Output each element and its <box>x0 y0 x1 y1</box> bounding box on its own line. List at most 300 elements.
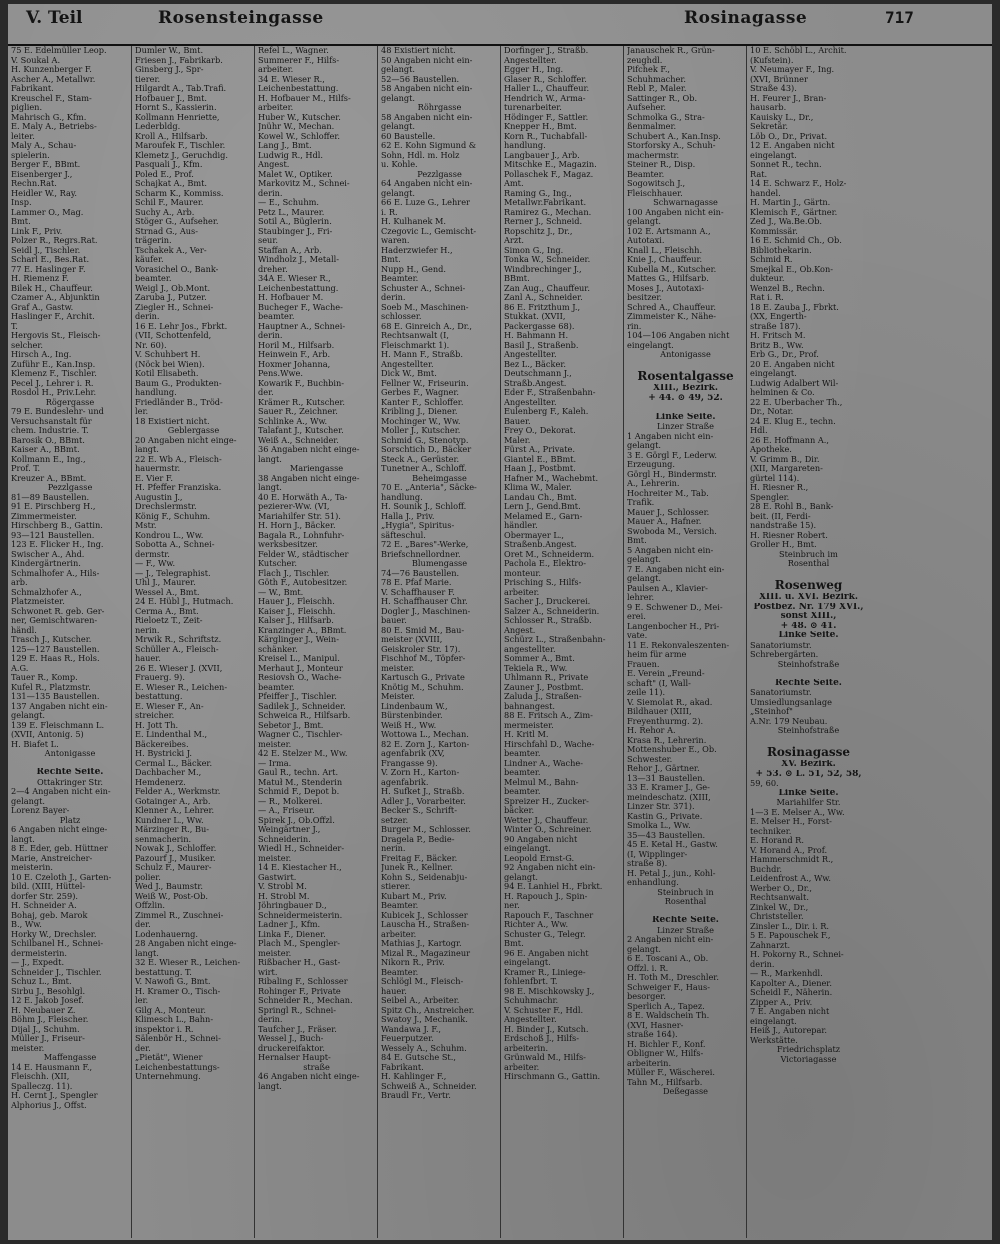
directory-line: Tauer R., Komp. <box>11 673 78 682</box>
directory-line: Rögergasse <box>45 397 95 407</box>
directory-line: 22 E. Wb A., Fleisch- <box>135 454 222 464</box>
directory-line: 20 Angaben nicht einge- <box>135 435 237 445</box>
directory-line: 8 E. Waldschein Th. <box>627 1011 710 1020</box>
directory-line: Sattinger R., Ob. <box>627 93 698 103</box>
directory-line: Rosinagasse <box>766 745 851 759</box>
directory-line: 59, 60. <box>750 779 779 788</box>
directory-line: Bmt. <box>504 939 524 948</box>
directory-line: dreher. <box>258 264 288 274</box>
directory-line: Blumengasse <box>411 559 468 568</box>
directory-line: + 53. ⊙ L. 51, 52, 58, <box>755 769 862 779</box>
directory-line: 32 E. Wieser R., Leichen- <box>135 958 241 967</box>
directory-line: Versuchsanstalt für <box>11 416 92 426</box>
directory-line: Baum G., Produkten- <box>135 378 222 388</box>
directory-line: Schüller A., Fleisch- <box>135 644 219 654</box>
directory-line: Drechslermstr. <box>135 502 197 511</box>
directory-line: Rapouch F., Taschner <box>504 910 594 920</box>
directory-line: XV. Bezirk. <box>781 760 836 769</box>
directory-line: Rechtsanwalt (I, <box>381 331 449 340</box>
directory-line: Jöhringbauer D., <box>258 901 327 910</box>
directory-line: Sacher J., Druckerei. <box>504 597 591 606</box>
directory-line: Bürstenbinder. <box>381 711 443 720</box>
directory-line: Geiskroler Str. 17). <box>381 644 461 654</box>
directory-line: beamter. <box>504 787 541 796</box>
directory-line: Hoxmer Johanna, <box>258 359 331 369</box>
directory-line: arbeiter. <box>504 587 540 597</box>
directory-line: Rechtsanwalt. <box>750 893 809 902</box>
directory-line <box>750 736 867 746</box>
directory-line: zeughdl. <box>627 55 663 65</box>
directory-line: Heidler W., Ray. <box>11 188 77 198</box>
directory-line: säfteschul. <box>381 530 426 540</box>
directory-line: händler. <box>504 521 538 530</box>
directory-line: Seibel A., Arbeiter. <box>381 996 460 1005</box>
directory-line: gelangt. <box>381 93 415 103</box>
directory-line: Kubella M., Kutscher. <box>627 264 717 274</box>
directory-line: Victoriagasse <box>780 1054 837 1064</box>
directory-line: Feuerputzer. <box>381 1034 434 1043</box>
directory-line: tierer. <box>135 74 161 84</box>
directory-line: H. Kunzenberger F. <box>11 65 92 74</box>
directory-line: Kollmann Henriette, <box>135 112 220 122</box>
directory-line: Schuz L., Bmt. <box>11 977 72 986</box>
directory-line: gelangt. <box>627 217 661 226</box>
directory-line: (XII, Margareten- <box>750 464 823 473</box>
directory-line: 14 E. Kiestacher H., <box>258 863 342 872</box>
directory-line: H. Fritsch M. <box>750 331 806 340</box>
directory-line: — Irma. <box>258 758 292 768</box>
directory-line: H. Neubauer Z. <box>11 1005 76 1015</box>
directory-line: Lodenhauerng. <box>135 929 199 939</box>
directory-line: 2—4 Angaben nicht ein- <box>11 787 111 796</box>
directory-line: Sauer R., Zeichner. <box>258 407 338 416</box>
directory-line: Hirschberg B., Gattin. <box>11 521 103 530</box>
directory-line <box>750 669 867 679</box>
directory-line: meister. <box>11 1043 45 1053</box>
directory-line: Rechte Seite. <box>36 768 104 777</box>
directory-line: 35—43 Baustellen. <box>627 830 706 840</box>
directory-line: Zanl A., Schneider. <box>504 293 583 302</box>
directory-line: Richter A., Ww. <box>504 920 569 929</box>
directory-line: Merhaut J., Monteur <box>258 663 343 673</box>
directory-line: langt. <box>258 454 282 464</box>
directory-line: Krasa R., Lehrerin. <box>627 735 707 745</box>
directory-line: Rosenthal <box>787 559 830 568</box>
directory-line: Friedländer B., Tröd- <box>135 397 223 407</box>
directory-line: A.Nr. 179 Neubau. <box>750 716 828 726</box>
directory-line: Melamed E., Garn- <box>504 511 583 521</box>
directory-line: Schweiß A., Schneider. <box>381 1081 477 1091</box>
directory-line: Kärglinger J., Wein- <box>258 635 339 644</box>
directory-line: Steiner R., Disp. <box>627 160 696 169</box>
directory-line: beamter. <box>135 274 172 283</box>
directory-line: derin. <box>258 188 283 198</box>
directory-line: 84 E. Gutsche St., <box>381 1053 456 1062</box>
directory-line: Pifchek F., <box>627 65 671 74</box>
directory-line: (XVI, Brünner <box>750 74 808 84</box>
directory-line: Mochinger W., Ww. <box>381 416 461 426</box>
directory-line: Hofbauer J., Bmt. <box>135 93 207 103</box>
directory-line: 100 Angaben nicht ein- <box>627 207 724 217</box>
directory-line: V. Neumayer F., Ing. <box>750 65 835 74</box>
directory-line: Zuführ E., Kan.Insp. <box>11 359 96 369</box>
directory-line: helminen & Co. <box>750 388 815 397</box>
directory-line <box>627 907 744 917</box>
directory-line: Becker S., Schrift- <box>381 806 457 815</box>
directory-line: u. Kohle. <box>381 160 418 169</box>
directory-line: Beamter. <box>381 274 419 283</box>
directory-line: Angestellter. <box>504 397 557 407</box>
directory-line: Dumler W., Bmt. <box>135 46 204 55</box>
directory-line: Zinsler L., Dir. i. R. <box>750 921 829 931</box>
directory-line: Löb O., Dr., Privat. <box>750 131 828 141</box>
directory-line: Angest. <box>504 625 536 635</box>
directory-line: Gotainger A., Arb. <box>135 796 211 806</box>
directory-line: Egger H., Ing. <box>504 65 564 74</box>
directory-line: Obermayer L., <box>504 530 564 540</box>
directory-line: Cerma A., Bmt. <box>135 606 199 616</box>
directory-line: (XVII, Antonig. 5) <box>11 730 84 739</box>
directory-line: Steinhofstraße <box>777 726 840 735</box>
directory-line: Kanter F., Schloffer. <box>381 397 464 407</box>
directory-line: Gastwirt. <box>258 872 297 882</box>
directory-line: derin. <box>135 312 160 321</box>
directory-line: Wetter J., Chauffeur. <box>504 815 589 825</box>
directory-line: Zipper A., Priv. <box>750 997 813 1007</box>
directory-line: Heinwein F., Arb. <box>258 350 331 359</box>
directory-line: bahnangest. <box>504 701 556 711</box>
directory-line: dermstr. <box>135 549 170 559</box>
directory-line: Bilek H., Chauffeur. <box>11 283 93 293</box>
directory-line: H. Riemenz F. <box>11 274 69 283</box>
directory-line: Klemetz J., Geruchdig. <box>135 150 228 160</box>
directory-line: (Nöck bei Wien). <box>135 359 205 369</box>
directory-line: Leidenfrost A., Ww. <box>750 874 832 883</box>
directory-line: Janauschek R., Grün- <box>627 46 715 55</box>
directory-line: bestattung. T. <box>135 967 192 977</box>
directory-line: Schweica R., Hilfsarb. <box>258 711 351 720</box>
directory-line: Linke Seite. <box>778 788 839 798</box>
directory-line: 7 E. Angaben nicht <box>750 1007 830 1016</box>
directory-line: Scharm K., Kommiss. <box>135 188 224 198</box>
directory-line: Felder W., städtischer <box>258 549 349 559</box>
directory-line: E. Melser H., Forst- <box>750 817 832 826</box>
directory-line: gelangt. <box>11 711 45 720</box>
directory-line: vate. <box>627 631 648 640</box>
directory-line: Lindenbaum W., <box>381 701 448 711</box>
directory-line: derin. <box>750 959 775 969</box>
directory-line: Angestellter. <box>504 1015 557 1024</box>
directory-line: Langbauer J., Arb. <box>504 150 580 160</box>
directory-line: 91 E. Pirschberg H., <box>11 502 96 511</box>
directory-line: Wottowa L., Mechan. <box>381 730 469 739</box>
directory-line: (I, Wipplinger- <box>627 849 688 859</box>
directory-line: H. Toth M., Dreschler. <box>627 973 719 982</box>
directory-line: arbeiterin. <box>504 1043 549 1053</box>
directory-line: Schrebergärten. <box>750 650 819 659</box>
directory-line: Poled E., Prof. <box>135 169 194 179</box>
directory-line: der. <box>135 1043 151 1053</box>
directory-line: Windholz J., Metall- <box>258 255 339 264</box>
directory-line: druckereifaktor. <box>258 1043 325 1053</box>
directory-line: Zinkel W., Dr., <box>750 902 809 912</box>
directory-line: Lammer O., Mag. <box>11 207 84 217</box>
directory-line: H. Schaffhauser Chr. <box>381 597 468 606</box>
directory-line: Mariahilfer Str. <box>776 798 841 807</box>
directory-line: Staffan A., Arb. <box>258 245 322 255</box>
directory-line: Wandawa J. F., <box>381 1024 441 1034</box>
directory-line: Schmid F., Depot b. <box>258 787 340 796</box>
directory-line: H. Rapouch J., Spin- <box>504 891 588 901</box>
directory-line: Zan Aug., Chauffeur. <box>504 283 590 293</box>
directory-line: arbeiter. <box>381 929 417 939</box>
directory-line: Uhlmann R., Private <box>504 673 589 682</box>
directory-line: Schlosser R., Straßb. <box>504 616 592 625</box>
directory-line: Straßenb.Angest. <box>504 540 577 549</box>
right-running-head: Rosinagasse <box>684 8 808 28</box>
directory-line: Spirek J., Ob.Offzl. <box>258 815 335 825</box>
directory-line: Flach J., Tischler. <box>258 568 330 578</box>
directory-line: H. Hofbauer M. <box>258 293 324 302</box>
directory-line: Matuł M., Stenderin <box>258 777 343 787</box>
directory-line: Erb G., Dr., Prof. <box>750 350 819 359</box>
directory-line: besorger. <box>627 992 666 1001</box>
directory-line: Unternehmung. <box>135 1072 201 1081</box>
directory-line: 6 Angaben nicht einge- <box>11 825 108 834</box>
directory-line: Kreuschel F., Stam- <box>11 93 92 103</box>
directory-line <box>750 569 867 579</box>
directory-column-4 <box>377 46 500 1238</box>
directory-column-7 <box>746 46 869 1238</box>
directory-line: Rieloetz T., Zeit- <box>135 616 203 625</box>
directory-line: eingelangt. <box>627 340 674 350</box>
directory-line: meisterin. <box>11 863 53 872</box>
directory-line: Sanatoriumstr. <box>750 688 812 697</box>
directory-line: Linke Seite. <box>778 631 839 640</box>
directory-line: schlosser. <box>381 312 422 321</box>
directory-line: Leopold Ernst-G. <box>504 853 575 863</box>
directory-columns <box>8 46 992 1238</box>
directory-line: derin. <box>381 293 406 302</box>
directory-line: 81—89 Baustellen. <box>11 492 90 502</box>
directory-line: V. Siemolat R., akad. <box>627 697 713 707</box>
directory-line: Tekiela R., Ww. <box>504 663 568 673</box>
directory-line: Weiß W., Post-Ob. <box>135 891 208 901</box>
directory-line: i. R. <box>381 207 398 217</box>
directory-line: Frauen. <box>627 659 660 669</box>
directory-line: V. Schuhbert H. <box>135 350 201 359</box>
directory-line: Cermal L., Bäcker. <box>135 758 213 768</box>
directory-line: Taufcher J., Fräser. <box>258 1024 337 1034</box>
directory-line: Fischhof M., Töpfer- <box>381 654 466 663</box>
directory-line: Bmt. <box>627 536 647 545</box>
directory-line: 62 E. Kohn Sigmund & <box>381 141 477 150</box>
directory-line: H. Biafet L. <box>11 739 59 749</box>
directory-line: 45 E. Ketal H., Gastw. <box>627 840 718 849</box>
directory-line: Refel L., Wagner. <box>258 46 329 55</box>
directory-line: Pollaschek F., Magaz. <box>504 169 594 179</box>
directory-line: Fleischmarkt 1). <box>381 340 450 350</box>
directory-line: 16 E. Schmid Ch., Ob. <box>750 236 842 245</box>
directory-line: 102 E. Artsmann A., <box>627 226 711 236</box>
directory-line: H. Pokorny R., Schnei- <box>750 950 844 959</box>
directory-line: Spreizer H., Zucker- <box>504 796 589 806</box>
directory-page <box>8 4 992 1240</box>
directory-line: 12 E. Jakob Josef. <box>11 996 84 1005</box>
directory-line: H. Hofbauer M., Hilfs- <box>258 93 351 103</box>
directory-line: Nikorn R., Priv. <box>381 958 445 967</box>
directory-line: Haller L., Chauffeur. <box>504 84 590 93</box>
directory-line: Sirbu J., Besohlgl. <box>11 986 86 996</box>
directory-line: Grünwald M., Hilfs- <box>504 1053 586 1062</box>
directory-line: Briefschnellordner. <box>381 549 461 559</box>
directory-line: E. Wieser F., An- <box>135 701 204 711</box>
directory-line: selcher. <box>11 340 43 350</box>
directory-line: Linzer Straße <box>656 925 714 935</box>
directory-line: fohlenfbrt. T. <box>504 977 558 986</box>
directory-line: eingelangt. <box>504 844 551 853</box>
directory-line: — F., Ww. <box>135 559 176 568</box>
directory-line: Fellner W., Friseurin. <box>381 378 469 388</box>
directory-line: enhandlung. <box>627 878 679 887</box>
directory-line: Freyenthurmg. 2). <box>627 716 704 726</box>
directory-line: T. <box>11 321 18 331</box>
directory-line: H. Schneider A. <box>11 901 77 910</box>
directory-line: ner. <box>504 901 520 910</box>
directory-line: Bildhauer (XIII, <box>627 707 692 716</box>
directory-line: meister. <box>381 663 415 673</box>
directory-line: Glaser R., Schloffer. <box>504 74 587 84</box>
directory-line: nerin. <box>135 625 160 635</box>
directory-line: Schmid G., Stenotyp. <box>381 435 469 445</box>
directory-line: langt. <box>258 483 282 492</box>
directory-line: Metallwr.Fabrikant. <box>504 198 587 207</box>
directory-line: Weiß A., Schneider. <box>258 435 339 445</box>
directory-line: Kramer R., Liniege- <box>504 967 586 977</box>
directory-line: 74—76 Baustellen. <box>381 568 460 578</box>
directory-line: Halla J., Priv. <box>381 511 435 521</box>
directory-line: Kowarik F., Buchbin- <box>258 378 345 388</box>
directory-line: Moller J., Kutscher. <box>381 426 461 435</box>
directory-line: Plach M., Spengler- <box>258 939 341 948</box>
directory-line: Weigl J., Ob.Mont. <box>135 283 211 293</box>
directory-line: — R., Molkerei. <box>258 796 323 806</box>
directory-line: — E., Schuhm. <box>258 198 319 207</box>
directory-line: senmacherin. <box>135 834 192 844</box>
directory-line: Fleischhauer. <box>627 188 683 198</box>
directory-line: 12 E. Angaben nicht <box>750 141 835 150</box>
directory-line: Sohn, Hdl. m. Holz <box>381 150 460 160</box>
directory-line: V. Soukal A. <box>11 55 61 65</box>
directory-line: Schürz L., Straßenbahn- <box>504 635 606 644</box>
directory-line: Prisching S., Hilfs- <box>504 578 582 587</box>
directory-line: 11 E. Rekonvaleszenten- <box>627 640 730 650</box>
directory-line: beamter. <box>258 682 295 692</box>
directory-line: Prof. T. <box>11 464 41 473</box>
directory-line: Zimmel R., Zuschnei- <box>135 910 224 920</box>
directory-line: Groller H., Bmt. <box>750 540 817 549</box>
directory-line: langt. <box>258 1081 282 1091</box>
directory-line: Umsiedlungsanlage <box>750 697 832 707</box>
directory-line: Krämer R., Kutscher. <box>258 397 346 407</box>
directory-line: Tonka W., Schneider. <box>504 255 591 264</box>
directory-line: Rechte Seite. <box>775 678 842 688</box>
directory-line: Schmolka G., Stra- <box>627 112 705 122</box>
directory-line: agenfabrik. <box>381 777 429 787</box>
directory-line: hauer. <box>381 986 407 996</box>
directory-line: H. Kahlinger F., <box>381 1072 447 1081</box>
directory-line: Basil J., Straßenb. <box>504 340 579 350</box>
directory-line: Kaiser A., BBmt. <box>11 445 80 454</box>
directory-line: Schneider R., Mechan. <box>258 996 353 1005</box>
directory-line: Lindner A., Wache- <box>504 758 583 768</box>
left-running-head: Rosensteingasse <box>158 8 324 28</box>
directory-line: 137 Angaben nicht ein- <box>11 701 108 711</box>
directory-line: Bibliothekarin. <box>750 245 812 255</box>
directory-line: heim für arme <box>627 650 687 659</box>
directory-line: H. Petal J., jun., Kohl- <box>627 868 716 878</box>
directory-line: Lang J., Bmt. <box>258 141 312 150</box>
directory-line: Malet W., Optiker. <box>258 169 333 179</box>
directory-line: Straße 43). <box>750 84 797 93</box>
directory-line: Kindergärtnerin. <box>11 559 81 568</box>
directory-line: Zaluda J., Straßen- <box>504 692 582 701</box>
directory-line: 72 E. „Bares"-Werke, <box>381 540 469 549</box>
directory-line: E. Maly A., Betriebs- <box>11 122 97 131</box>
directory-line: H. Mann F., Straßb. <box>381 350 463 359</box>
directory-line: 22 E. Überbacher Th., <box>750 397 843 407</box>
directory-line: ßenmalmer. <box>627 122 677 131</box>
directory-line: Schuster A., Schnei- <box>381 283 466 293</box>
directory-line: langt. <box>11 834 35 844</box>
directory-line: Lorenz Bayer- <box>11 806 70 815</box>
directory-line: Beamter. <box>627 169 665 179</box>
directory-line: H. Pfeffer Franziska. <box>135 483 222 492</box>
directory-line: 13—31 Baustellen. <box>627 773 706 783</box>
directory-line: Alphorius J., Offst. <box>11 1100 87 1110</box>
directory-line: 7 E. Angaben nicht ein- <box>627 564 725 574</box>
directory-line: 33 E. Kramer J., Ge- <box>627 783 710 792</box>
directory-line: Kaiser J., Fleischh. <box>258 606 336 616</box>
directory-line: E. Vier F. <box>135 473 173 483</box>
directory-line: Hammerschmidt R., <box>750 855 834 864</box>
directory-line: Böhm J., Fleischer. <box>11 1015 89 1024</box>
directory-line: Soeb M., Maschinen- <box>381 302 469 312</box>
directory-line: hauermstr. <box>135 464 181 473</box>
directory-line: 46 Angaben nicht einge- <box>258 1072 360 1081</box>
directory-line: 129 E. Haas R., Hols. <box>11 654 100 663</box>
directory-line: Rehor J., Gärtner. <box>627 764 700 773</box>
directory-line: 66 E. Luze G., Lehrer <box>381 198 470 207</box>
directory-line: E. Wieser R., Leichen- <box>135 682 228 692</box>
directory-line: Schwarnagasse <box>653 198 718 207</box>
directory-line: Sonnet R., techn. <box>750 160 822 169</box>
directory-line: Salzer A., Schneiderin. <box>504 606 600 616</box>
page-number: 717 <box>885 8 914 27</box>
directory-line: Springl R., Schnei- <box>258 1005 337 1015</box>
directory-line: meister (XVIII, <box>381 635 443 644</box>
directory-line: H. Bystricki J. <box>135 749 193 758</box>
directory-line: Schneider J., Tischler. <box>11 967 102 977</box>
directory-line: H. Strobl M. <box>258 891 310 901</box>
directory-line: Simon G., Ing. <box>504 245 564 255</box>
directory-line: stierer. <box>381 882 411 891</box>
directory-line: Dick W., Bmt. <box>381 369 437 378</box>
directory-line: Vorasichel O., Bank- <box>135 264 219 274</box>
directory-line: Schwonet R. geb. Ger- <box>11 606 105 616</box>
directory-line: der. <box>258 388 274 397</box>
directory-line: gelangt. <box>381 188 415 198</box>
